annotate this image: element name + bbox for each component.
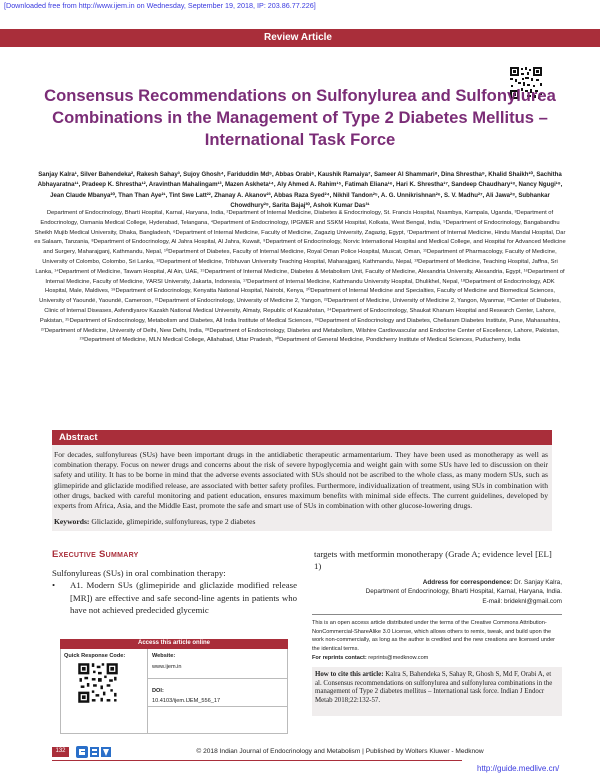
website-link[interactable]: www.ijem.in	[152, 664, 182, 670]
correspondence-address: Department of Endocrinology, Bharti Hospital, Karnal, Haryana, India.	[365, 588, 562, 596]
keywords-value: Gliclazide, glimepiride, sulfonylureas, type 2 diabetes	[89, 517, 256, 526]
summary-intro: Sulfonylureas (SUs) in oral combination therapy:	[52, 568, 226, 578]
reprints-label: For reprints contact:	[312, 655, 367, 661]
article-title: Consensus Recommendations on Sulfonylurea and Sulfonylurea Combinations in the Management of Type 2 Diabetes Mellitus – International Task Force	[44, 86, 556, 149]
divider	[52, 760, 462, 761]
correspondence-label: Address for correspondence:	[422, 579, 513, 586]
correspondence-block	[312, 578, 562, 606]
website-label: Website:	[152, 653, 176, 659]
article-type-bar	[0, 29, 600, 47]
abstract-text: For decades, sulfonylureas (SUs) have been important drugs in the antidiabetic therapeutic armamentarium. They have been used as monotherapy as well as combination therapy. Focus on newer drugs and concerns about the risk of severe hypoglycemia and weight gain with some SUs have led to discussion on their safety and utility. It has to be borne in mind that the adverse events associated with SUs should not be ascribed to the whole class, as many modern SUs, such as glimepiride and gliclazide modified release, are associated with better safety profiles. Furthermore, individualization of treatment, using SUs in combination with other drugs, backed with careful monitoring and patient education, ensures maximum benefits with minimal side effects. The current guidelines, developed by experts from Africa, Asia, and the Middle East, promote the safe and smart use of SUs in combination with other glucose-lowering drugs.	[54, 450, 548, 511]
body-column-right	[314, 548, 560, 573]
qr-label: Quick Response Code:	[64, 653, 126, 659]
correspondence-email[interactable]: E-mail: brideknl@gmail.com	[482, 597, 562, 605]
abstract-heading: Abstract	[59, 432, 98, 443]
divider	[147, 649, 148, 734]
summary-bullet: • A1. Modern SUs (glimepiride and gliclazide modified release [MR]) are effective and safe second-line agents in patients who have not achieved predecided glycemic	[58, 579, 297, 616]
article-type-label: Review Article	[264, 32, 332, 43]
divider	[312, 614, 562, 615]
reprints-line	[312, 655, 562, 661]
citation-body: Kalra S, Bahendeka S, Sahay R, Ghosh S, Md F, Orabi A, et al. Consensus recommendations on sulfonylurea and sulfonylurea combinations in the management of Type 2 diabetes mellitus – International task force. Indian J Endocr Metab 2018;22:132-57.	[315, 671, 553, 705]
qr-code-icon[interactable]	[77, 662, 119, 704]
page-number: 132	[55, 748, 66, 754]
keywords	[54, 517, 255, 526]
reprints-email[interactable]: reprints@medknow.com	[366, 655, 429, 661]
summary-continuation: targets with metformin monotherapy (Grade A; evidence level [EL] 1)	[314, 549, 552, 572]
doi-value[interactable]: 10.4103/ijem.IJEM_556_17	[152, 698, 221, 704]
citation-text	[315, 671, 559, 706]
body-column-left	[52, 567, 297, 617]
citation-label: How to cite this article:	[315, 671, 384, 678]
access-heading: Access this article online	[137, 640, 211, 646]
page-number-badge	[52, 747, 69, 757]
download-note: [Downloaded free from http://www.ijem.in on Wednesday, September 19, 2018, IP: 203.86.77.226]	[4, 1, 316, 10]
copyright-line: © 2018 Indian Journal of Endocrinology and Metabolism | Published by Wolters Kluwer - Medknow	[196, 748, 484, 755]
correspondence-name: Dr. Sanjay Kalra,	[512, 579, 562, 586]
section-heading: Executive Summary	[52, 549, 139, 560]
divider	[147, 678, 288, 679]
access-header	[60, 639, 288, 649]
abstract-header	[52, 430, 552, 445]
doi-label: DOI:	[152, 688, 164, 694]
divider	[147, 706, 288, 707]
medlive-logo-icon	[76, 745, 112, 759]
keywords-label: Keywords:	[54, 517, 90, 526]
license-text: This is an open access article distributed under the terms of the Creative Commons Attribution-NonCommercial-ShareAlike 3.0 License, which allows others to remix, tweak, and build upon the work non-commercially, as long as the author is credited and the new creations are licensed under the identical terms.	[312, 620, 556, 652]
affiliations: Department of Endocrinology, Bharti Hospital, Karnal, Haryana, India, ²Department of Internal Medicine, Diabetes & Endocrinology, St. Francis Hospital, Nsambya, Kampala, Uganda, ³Department of Endocrinology, Osmania Medical College, Hyderabad, Telangana, ⁴Department of Endocrinology, IPGMER and SSKM Hospital, Kolkata, West Bengal, India, ⁵Department of Endocrinology, Bangabandhu Sheikh Mujib Medical University, Dhaka, Bangladesh, ⁶Department of Internal Medicine, Faculty of Medicine, Zagazig University, Zagazig, Egypt, ⁷Department of Internal Medicine, Hindu Mandal Hospital, Dar es Salaam, Tanzania, ⁸Department of Endocrinology, Al Jahra Hospital, Al Jahra, Kuwait, ⁹Department of Endocrinology, Norvic International Hospital and Medical College, and Hospital for Advanced Medicine and Surgery, Maharajganj, Kathmandu, Nepal, ¹⁰Department of Diabetes, Faculty of Internal Medicine, Royal Oman Police Hospital, Muscat, Oman, ¹¹Department of Pharmacology, Faculty of Medicine, University of Colombo, Colombo, Sri Lanka, ¹²Department of Medicine, Tribhuvan University Teaching Hospital, Maharajganj, Kathmandu, Nepal, ¹³Department of Medicine, Teaching Hospital, Jaffna, Sri Lanka, ¹⁴Department of Medicine, Tawam Hospital, Al Ain, UAE, ¹⁵Department of Internal Medicine, Diabetes & Metabolism Unit, Faculty of Medicine, Alexandria University, Alexandria, Egypt, ¹⁶Department of Internal Medicine, Faculty of Medicine, YARSI University, Jakarta, Indonesia, ¹⁷Department of Internal Medicine, Kathmandu University Hospital, Dhulikhel, Nepal, ¹⁸Department of Endocrinology, ADK Hospital, Male, Maldives, ¹⁹Department of Endocrinology, Kenyatta National Hospital, Nairobi, Kenya, ²⁰Department of Internal Medicine and Specialties, Faculty of Medicine and Biomedical Sciences, University of Yaoundé, Yaoundé, Cameroon, ²¹Department of Endocrinology, University of Medicine 2, Yangon, ²²Department of Medicine, University of Medicine 2, Yangon, Myanmar, ²³Center of Diabetes, Clinic of Internal Diseases, Asfendiyarov Kazakh National Medical University, Almaty, Republic of Kazakhstan, ²⁴Department of Endocrinology, Shaukat Khanum Hospital and Research Center, Lahore, Pakistan, ²⁵Department of Endocrinology, Metabolism and Diabetes, All India Institute of Medical Sciences, ²⁶Department of Endocrinology and Diabetes, Chellaram Diabetes Institute, Pune, Maharashtra, ²⁷Department of Medicine, University of Delhi, New Delhi, India, ²⁸Department of Endocrinology, Diabetes and Metabolism, Wilshire Cardiovascular and Endocrine Center of Excellence, Lahore, Pakistan, ²⁹Department of Medicine, MLN Medical College, Allahabad, Uttar Pradesh, ³⁰Department of General Medicine, Pondicherry Institute of Medical Sciences, Puducherry, India	[34, 210, 566, 344]
author-list: Sanjay Kalra¹, Silver Bahendeka², Rakesh Sahay³, Sujoy Ghosh⁴, Fariduddin Md⁵, Abbas Orabi⁶, Kaushik Ramaiya⁷, Sameer Al Shammari⁸, Dina Shrestha⁹, Khalid Shaikh¹⁰, Sachitha Abhayaratna¹¹, Pradeep K. Shrestha¹², Aravinthan Mahalingam¹³, Mazen Askheta¹⁴, Aly Ahmed A. Rahim¹⁵, Fatimah Eliana¹⁶, Hari K. Shrestha¹⁷, Sandeep Chaudhary¹⁸, Nancy Ngugi¹⁹, Jean Claude Mbanya²⁰, Than Than Aye²¹, Tint Swe Latt²², Zhanay A. Akanov²³, Abbas Raza Syed²⁴, Nikhil Tandon²⁵, A. G. Unnikrishnan²⁶, S. V. Madhu²⁷, Ali Jawa²⁸, Subhankar Chowdhury²⁹, Sarita Bajaj³⁰, Ashok Kumar Das³¹	[37, 171, 563, 209]
footer-url[interactable]: http://guide.medlive.cn/	[477, 764, 560, 773]
